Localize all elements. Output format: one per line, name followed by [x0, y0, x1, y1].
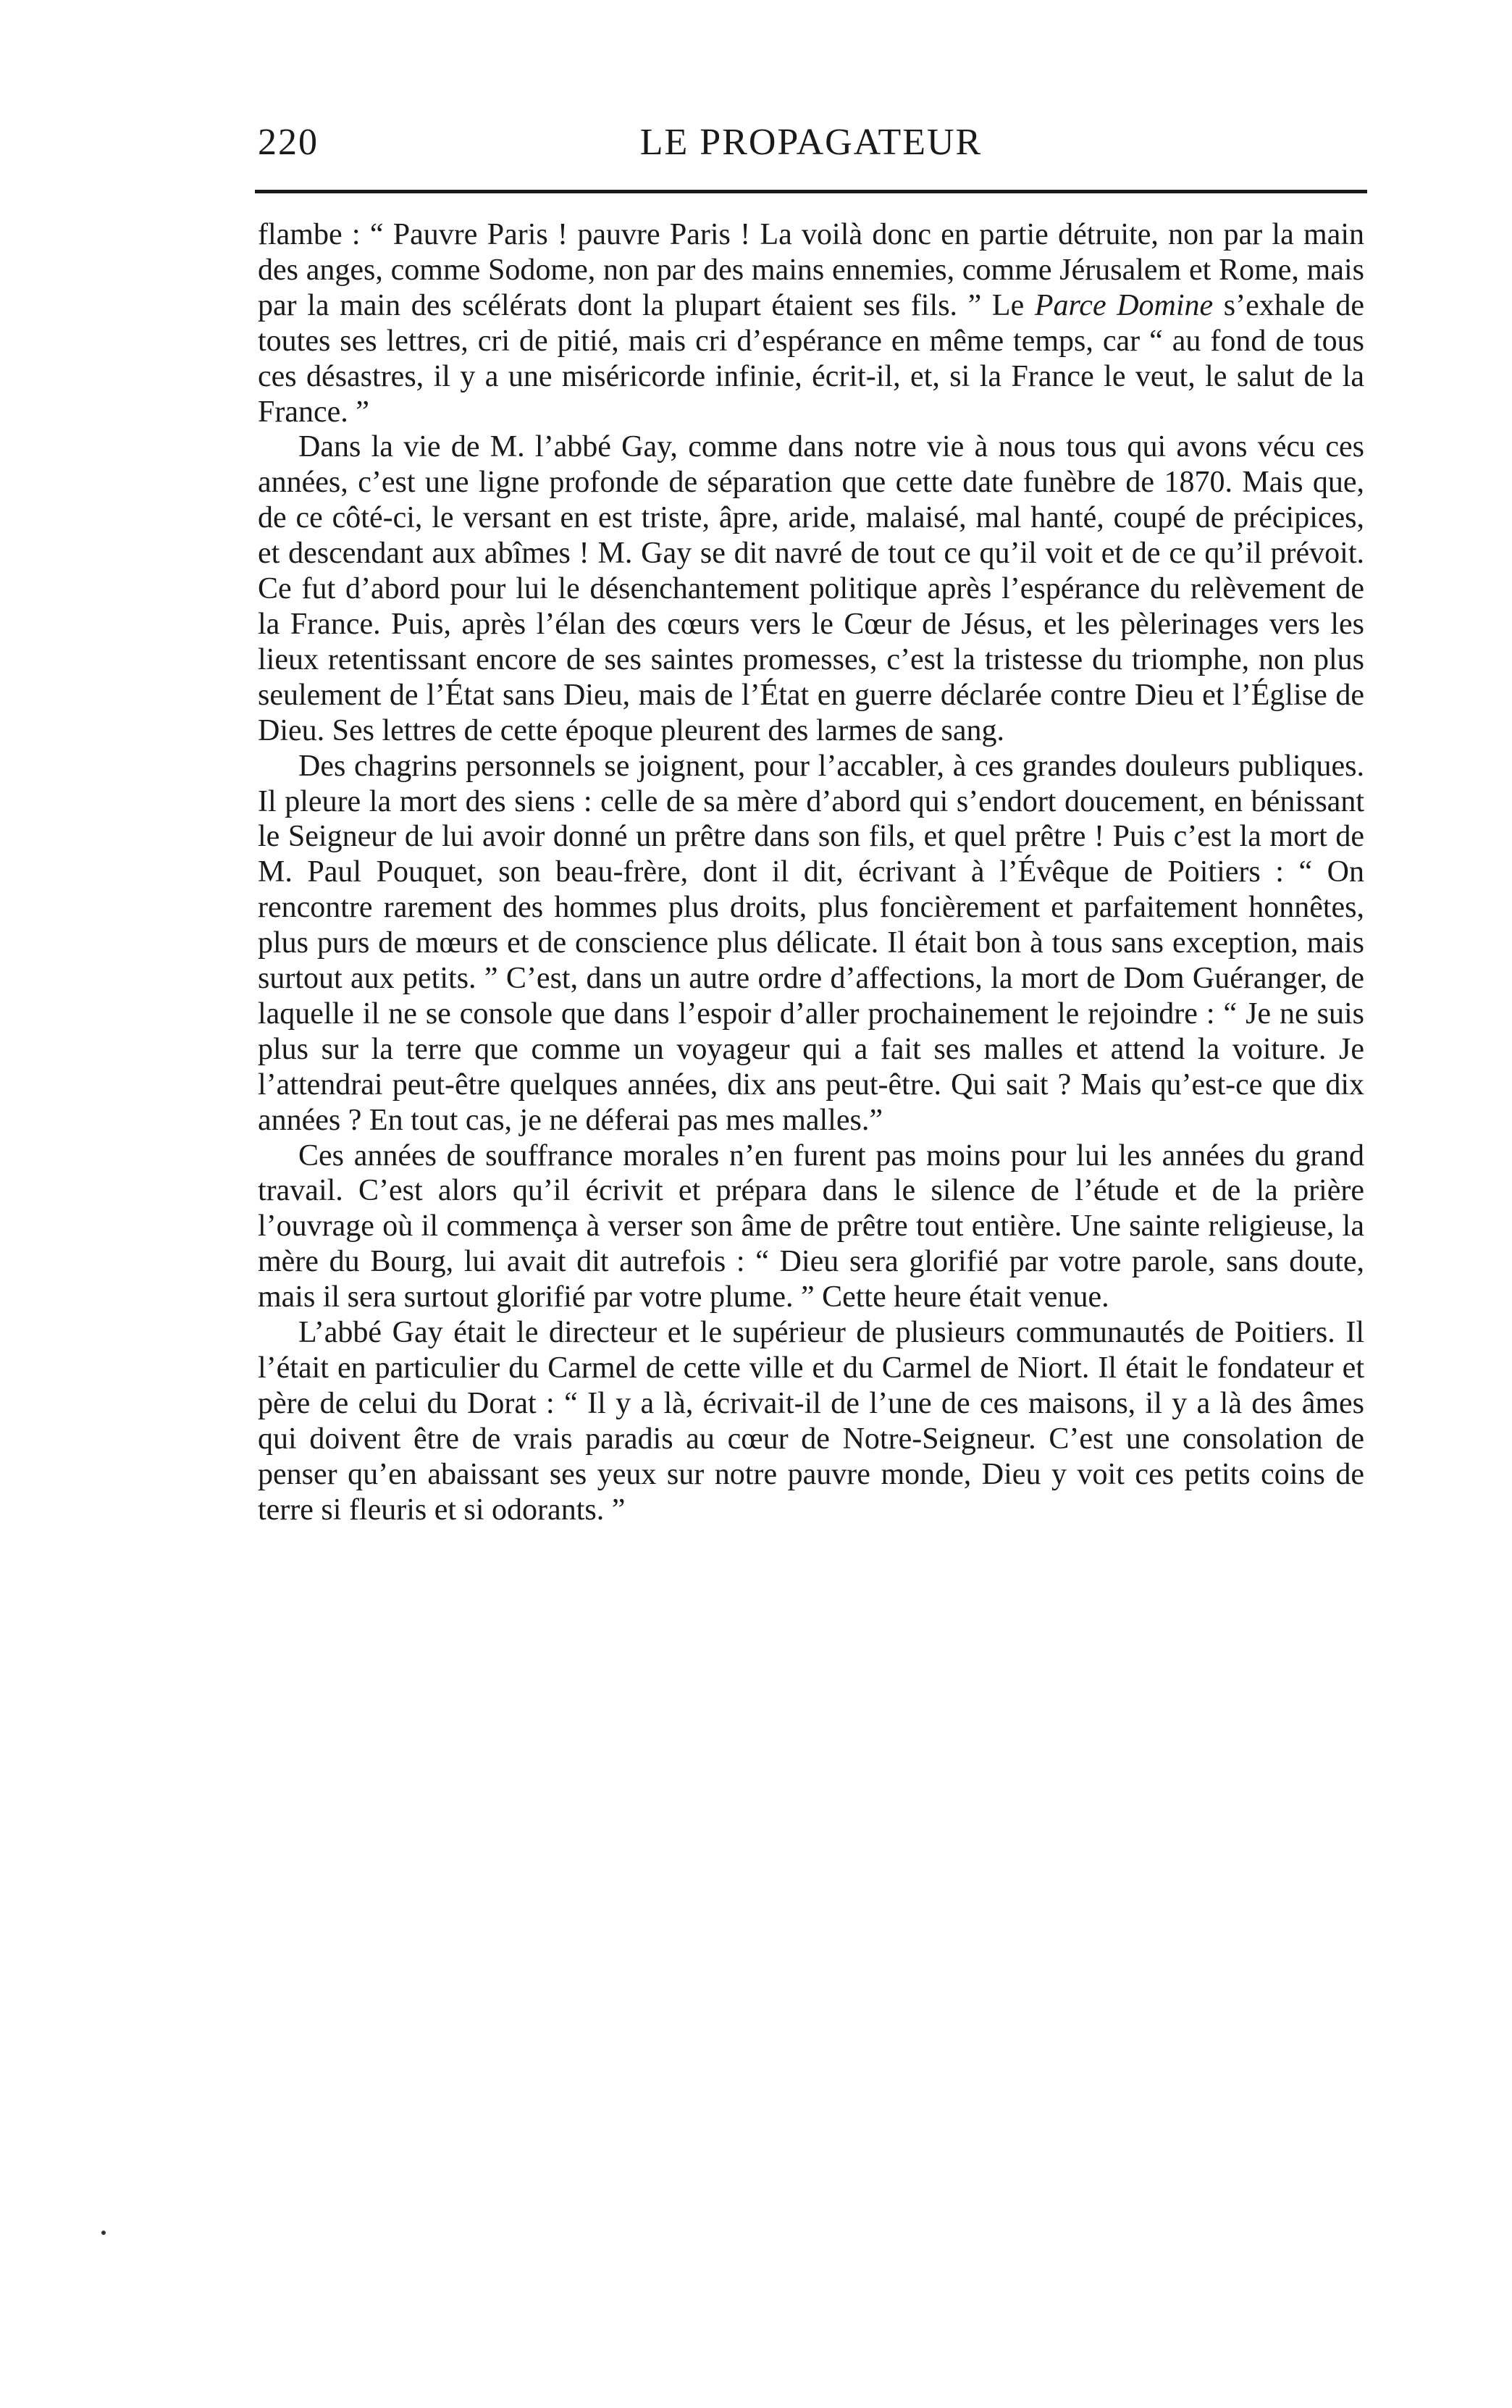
body-text	[258, 217, 1364, 1528]
journal-title: LE PROPAGATEUR	[639, 122, 983, 163]
paragraph-continued	[258, 217, 1364, 429]
paragraph-text: flambe : “ Pauvre Paris ! pauvre Paris ! La voilà donc en partie détruite, non par la main des anges, comme Sodome, non par des mains ennemies, comme Jérusalem et Rome, mais par la main des scélérats dont la plupart étaient ses fils. ” Le	[258, 218, 1364, 322]
header-rule	[255, 190, 1367, 193]
paragraph-text: s’exhale de toutes ses lettres, cri de pitié, mais cri d’espérance en même temps, car “ au fond de tous ces désastres, il y a une miséricorde infinie, écrit-il, et, si la France le veut, le salut de la France. ”	[258, 288, 1364, 429]
running-head	[258, 110, 1364, 175]
paragraph: Dans la vie de M. l’abbé Gay, comme dans notre vie à nous tous qui avons vécu ces années, c’est une ligne profonde de séparation que cette date funèbre de 1870. Mais que, de ce côté-ci, le versant en est triste, âpre, aride, malaisé, mal hanté, coupé de précipices, et descendant aux abîmes ! M. Gay se dit navré de tout ce qu’il voit et de ce qu’il prévoit. Ce fut d’abord pour lui le désenchantement politique après l’espérance du relèvement de la France. Puis, après l’élan des cœurs vers le Cœur de Jésus, et les pèlerinages vers les lieux retentissant encore de ses saintes promesses, c’est la tristesse du triomphe, non plus seulement de l’État sans Dieu, mais de l’État en guerre déclarée contre Dieu et l’Église de Dieu. Ses lettres de cette époque pleurent des larmes de sang.	[258, 430, 1364, 747]
page-number: 220	[258, 122, 319, 163]
paragraph: L’abbé Gay était le directeur et le supérieur de plusieurs communautés de Poitiers. Il l’était en particulier du Carmel de cette ville et du Carmel de Niort. Il était le fondateur et père de celui du Dorat : “ Il y a là, écrivait-il de l’une de ces maisons, il y a là des âmes qui doivent être de vrais paradis au cœur de Notre-Seigneur. C’est une consolation de penser qu’en abaissant ses yeux sur notre pauvre monde, Dieu y voit ces petits coins de terre si fleuris et si odorants. ”	[258, 1316, 1364, 1527]
print-speck	[101, 2231, 107, 2236]
paragraph: Des chagrins personnels se joignent, pour l’accabler, à ces grandes douleurs publiques. Il pleure la mort des siens : celle de sa mère d’abord qui s’endort doucement, en bénissant le Seigneur de lui avoir donné un prêtre dans son fils, et quel prêtre ! Puis c’est la mort de M. Paul Pouquet, son beau-frère, dont il dit, écrivant à l’Évêque de Poitiers : “ On rencontre rarement des hommes plus droits, plus foncièrement et parfaitement honnêtes, plus purs de mœurs et de conscience plus délicate. Il était bon à tous sans exception, mais surtout aux petits. ” C’est, dans un autre ordre d’affections, la mort de Dom Guéranger, de laquelle il ne se console que dans l’espoir d’aller prochainement le rejoindre : “ Je ne suis plus sur la terre que comme un voyageur qui a fait ses malles et attend la voiture. Je l’attendrai peut-être quelques années, dix ans peut-être. Qui sait ? Mais qu’est-ce que dix années ? En tout cas, je ne déferai pas mes malles.”	[258, 749, 1364, 1137]
paragraph: Ces années de souffrance morales n’en furent pas moins pour lui les années du grand travail. C’est alors qu’il écrivit et prépara dans le silence de l’étude et de la prière l’ouvrage où il commença à verser son âme de prêtre tout entière. Une sainte religieuse, la mère du Bourg, lui avait dit autrefois : “ Dieu sera glorifié par votre parole, sans doute, mais il sera surtout glorifié par votre plume. ” Cette heure était venue.	[258, 1138, 1364, 1314]
ink-dot	[101, 2231, 106, 2235]
latin-title: Parce Domine	[1034, 288, 1214, 322]
